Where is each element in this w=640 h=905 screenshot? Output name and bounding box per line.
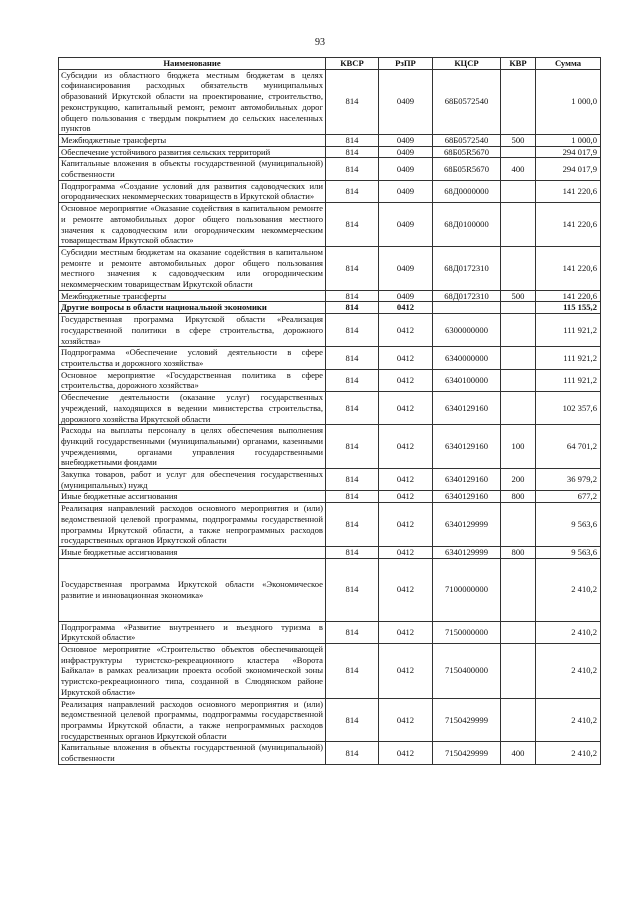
row-kcsr: 68Б05R5670 [433,158,501,180]
row-kvr: 800 [501,491,536,503]
row-sum: 294 017,9 [536,158,601,180]
row-rzpr: 0409 [379,146,433,158]
row-rzpr: 0412 [379,469,433,491]
table-row [59,425,601,469]
row-rzpr: 0409 [379,69,433,134]
budget-table [58,57,601,765]
row-kcsr: 6340129160 [433,392,501,425]
row-name: Подпрограмма «Обеспечение условий деятельности в сфере строительства и дорожного хозяйства» [59,347,326,369]
row-kvr [501,392,536,425]
row-sum: 2 410,2 [536,644,601,699]
row-kvsr: 814 [326,558,379,621]
row-name: Основное мероприятие «Оказание содействия в капитальном ремонте и ремонте автомобильных дорог общего пользования местного значения к садоводческим или огородническим некоммерческим товариществам Иркутской области» [59,203,326,247]
table-row [59,503,601,547]
row-rzpr: 0412 [379,491,433,503]
table-row [59,134,601,146]
row-sum: 677,2 [536,491,601,503]
row-sum: 9 563,6 [536,546,601,558]
row-rzpr: 0412 [379,644,433,699]
row-kvsr: 814 [326,347,379,369]
header-rzpr: РзПР [379,58,433,70]
table-row [59,69,601,134]
row-kvsr: 814 [326,134,379,146]
header-kvsr: КВСР [326,58,379,70]
table-row [59,347,601,369]
row-kcsr: 6340129999 [433,546,501,558]
row-kcsr: 68Б05R5670 [433,146,501,158]
row-kcsr: 6340100000 [433,369,501,391]
row-kvr [501,698,536,742]
row-sum: 141 220,6 [536,246,601,290]
row-name: Субсидии из областного бюджета местным бюджетам в целях софинансирования расходных обязательств муниципальных образований Иркутской области на проектирование, строительство, реконструкцию, капитальный ремонт, ремонт автомобильных дорог общего пользования с твердым покрытием до сельских населенных пунктов [59,69,326,134]
row-rzpr: 0409 [379,180,433,202]
row-kcsr: 68Д0172310 [433,290,501,302]
row-rzpr: 0412 [379,347,433,369]
table-row [59,314,601,347]
row-name: Основное мероприятие «Государственная политика в сфере строительства, дорожного хозяйства» [59,369,326,391]
table-row [59,369,601,391]
row-rzpr: 0412 [379,369,433,391]
table-row [59,392,601,425]
row-rzpr: 0412 [379,546,433,558]
row-rzpr: 0412 [379,698,433,742]
row-kvr [501,347,536,369]
row-name: Реализация направлений расходов основного мероприятия и (или) ведомственной целевой программы, подпрограммы государственной программы Иркутской области, а также непрограммных расходов государственных органов Иркутской области [59,698,326,742]
row-kvsr: 814 [326,158,379,180]
row-kvsr: 814 [326,621,379,643]
row-kvsr: 814 [326,203,379,247]
row-sum: 111 921,2 [536,369,601,391]
row-kvr: 500 [501,134,536,146]
row-kvsr: 814 [326,69,379,134]
table-row [59,546,601,558]
row-kcsr: 68Б0572540 [433,69,501,134]
row-kvr [501,69,536,134]
row-kcsr: 6340129999 [433,503,501,547]
row-kvsr: 814 [326,290,379,302]
row-kvr: 800 [501,546,536,558]
row-kvsr: 814 [326,742,379,764]
row-kvsr: 814 [326,314,379,347]
row-name: Основное мероприятие «Строительство объектов обеспечивающей инфраструктуры туристско-рекреационного кластера «Ворота Байкала» в рамках реализации проекта особой экономической зоны туристско-рекреационного типа, созданной в Слюдянском районе Иркутской области» [59,644,326,699]
row-rzpr: 0412 [379,742,433,764]
row-name: Подпрограмма «Создание условий для развития садоводческих или огороднических некоммерческих товариществ в Иркутской области» [59,180,326,202]
row-kcsr: 68Д0000000 [433,180,501,202]
table-row [59,203,601,247]
table-row [59,158,601,180]
row-sum: 9 563,6 [536,503,601,547]
row-kvsr: 814 [326,246,379,290]
row-kvr [501,180,536,202]
row-sum: 141 220,6 [536,203,601,247]
row-kvsr: 814 [326,698,379,742]
row-kvr: 100 [501,425,536,469]
row-sum: 1 000,0 [536,69,601,134]
row-name: Реализация направлений расходов основного мероприятия и (или) ведомственной целевой программы, подпрограммы государственной программы Иркутской области, а также непрограммных расходов государственных органов Иркутской области [59,503,326,547]
row-name: Обеспечение деятельности (оказание услуг) государственных учреждений, находящихся в ведении министерства строительства, дорожного хозяйства Иркутской области [59,392,326,425]
row-kvr [501,146,536,158]
row-rzpr: 0412 [379,314,433,347]
row-rzpr: 0412 [379,621,433,643]
row-rzpr: 0409 [379,290,433,302]
page-number: 93 [315,37,325,48]
row-sum: 102 357,6 [536,392,601,425]
row-kvsr: 814 [326,302,379,314]
table-row [59,742,601,764]
row-rzpr: 0412 [379,503,433,547]
table-row [59,290,601,302]
row-kcsr: 6340129160 [433,425,501,469]
row-kcsr: 68Д0172310 [433,246,501,290]
row-kvsr: 814 [326,180,379,202]
row-kvr [501,369,536,391]
header-kvr: КВР [501,58,536,70]
table-row [59,558,601,621]
table-row [59,644,601,699]
row-kcsr: 6340129160 [433,469,501,491]
row-rzpr: 0412 [379,425,433,469]
row-kvsr: 814 [326,146,379,158]
header-sum: Сумма [536,58,601,70]
row-kcsr: 68Д0100000 [433,203,501,247]
row-sum: 115 155,2 [536,302,601,314]
table-row [59,491,601,503]
row-rzpr: 0412 [379,392,433,425]
row-kcsr: 7100000000 [433,558,501,621]
row-sum: 1 000,0 [536,134,601,146]
row-name: Государственная программа Иркутской области «Реализация государственной политики в сфере строительства, дорожного хозяйства» [59,314,326,347]
row-rzpr: 0409 [379,158,433,180]
table-row [59,621,601,643]
row-sum: 111 921,2 [536,347,601,369]
row-sum: 2 410,2 [536,698,601,742]
row-sum: 111 921,2 [536,314,601,347]
row-kcsr: 7150000000 [433,621,501,643]
row-sum: 36 979,2 [536,469,601,491]
header-name: Наименование [59,58,326,70]
row-kvsr: 814 [326,491,379,503]
table-row [59,469,601,491]
row-kvr [501,558,536,621]
row-kvr: 200 [501,469,536,491]
row-kvsr: 814 [326,369,379,391]
table-row [59,246,601,290]
row-kvsr: 814 [326,425,379,469]
row-sum: 141 220,6 [536,180,601,202]
row-name: Другие вопросы в области национальной экономики [59,302,326,314]
row-name: Межбюджетные трансферты [59,290,326,302]
row-name: Капитальные вложения в объекты государственной (муниципальной) собственности [59,742,326,764]
row-kcsr: 6340000000 [433,347,501,369]
row-kvr [501,246,536,290]
row-kcsr [433,302,501,314]
row-kvr [501,644,536,699]
row-kvr: 400 [501,742,536,764]
row-rzpr: 0409 [379,203,433,247]
row-kcsr: 7150400000 [433,644,501,699]
row-kvsr: 814 [326,392,379,425]
row-kvr: 500 [501,290,536,302]
row-kvr [501,314,536,347]
row-kcsr: 6300000000 [433,314,501,347]
row-name: Подпрограмма «Развитие внутреннего и въездного туризма в Иркутской области» [59,621,326,643]
row-sum: 2 410,2 [536,558,601,621]
row-kcsr: 7150429999 [433,742,501,764]
row-kvr: 400 [501,158,536,180]
row-kcsr: 68Б0572540 [433,134,501,146]
row-kcsr: 7150429999 [433,698,501,742]
row-sum: 64 701,2 [536,425,601,469]
row-name: Государственная программа Иркутской области «Экономическое развитие и инновационная экономика» [59,558,326,621]
row-name: Капитальные вложения в объекты государственной (муниципальной) собственности [59,158,326,180]
row-sum: 2 410,2 [536,621,601,643]
row-kcsr: 6340129160 [433,491,501,503]
row-kvr [501,503,536,547]
row-sum: 294 017,9 [536,146,601,158]
table-row [59,180,601,202]
row-rzpr: 0412 [379,558,433,621]
row-rzpr: 0409 [379,134,433,146]
table-row [59,146,601,158]
row-name: Закупка товаров, работ и услуг для обеспечения государственных (муниципальных) нужд [59,469,326,491]
row-name: Межбюджетные трансферты [59,134,326,146]
row-name: Расходы на выплаты персоналу в целях обеспечения выполнения функций государственными (муниципальными) органами, казенными учреждениями, органами управления государственными внебюджетными фондами [59,425,326,469]
table-row [59,302,601,314]
row-kvr [501,621,536,643]
row-rzpr: 0409 [379,246,433,290]
row-kvsr: 814 [326,644,379,699]
row-sum: 2 410,2 [536,742,601,764]
header-kcsr: КЦСР [433,58,501,70]
row-kvsr: 814 [326,546,379,558]
row-sum: 141 220,6 [536,290,601,302]
row-name: Иные бюджетные ассигнования [59,491,326,503]
table-header-row [59,58,601,70]
row-name: Субсидии местным бюджетам на оказание содействия в капитальном ремонте и ремонте автомобильных дорог общего пользования местного значения к садоводческим или огородническим некоммерческим товариществам Иркутской области [59,246,326,290]
row-kvsr: 814 [326,469,379,491]
table-row [59,698,601,742]
row-rzpr: 0412 [379,302,433,314]
row-kvr [501,302,536,314]
row-kvsr: 814 [326,503,379,547]
row-name: Иные бюджетные ассигнования [59,546,326,558]
row-name: Обеспечение устойчивого развития сельских территорий [59,146,326,158]
row-kvr [501,203,536,247]
